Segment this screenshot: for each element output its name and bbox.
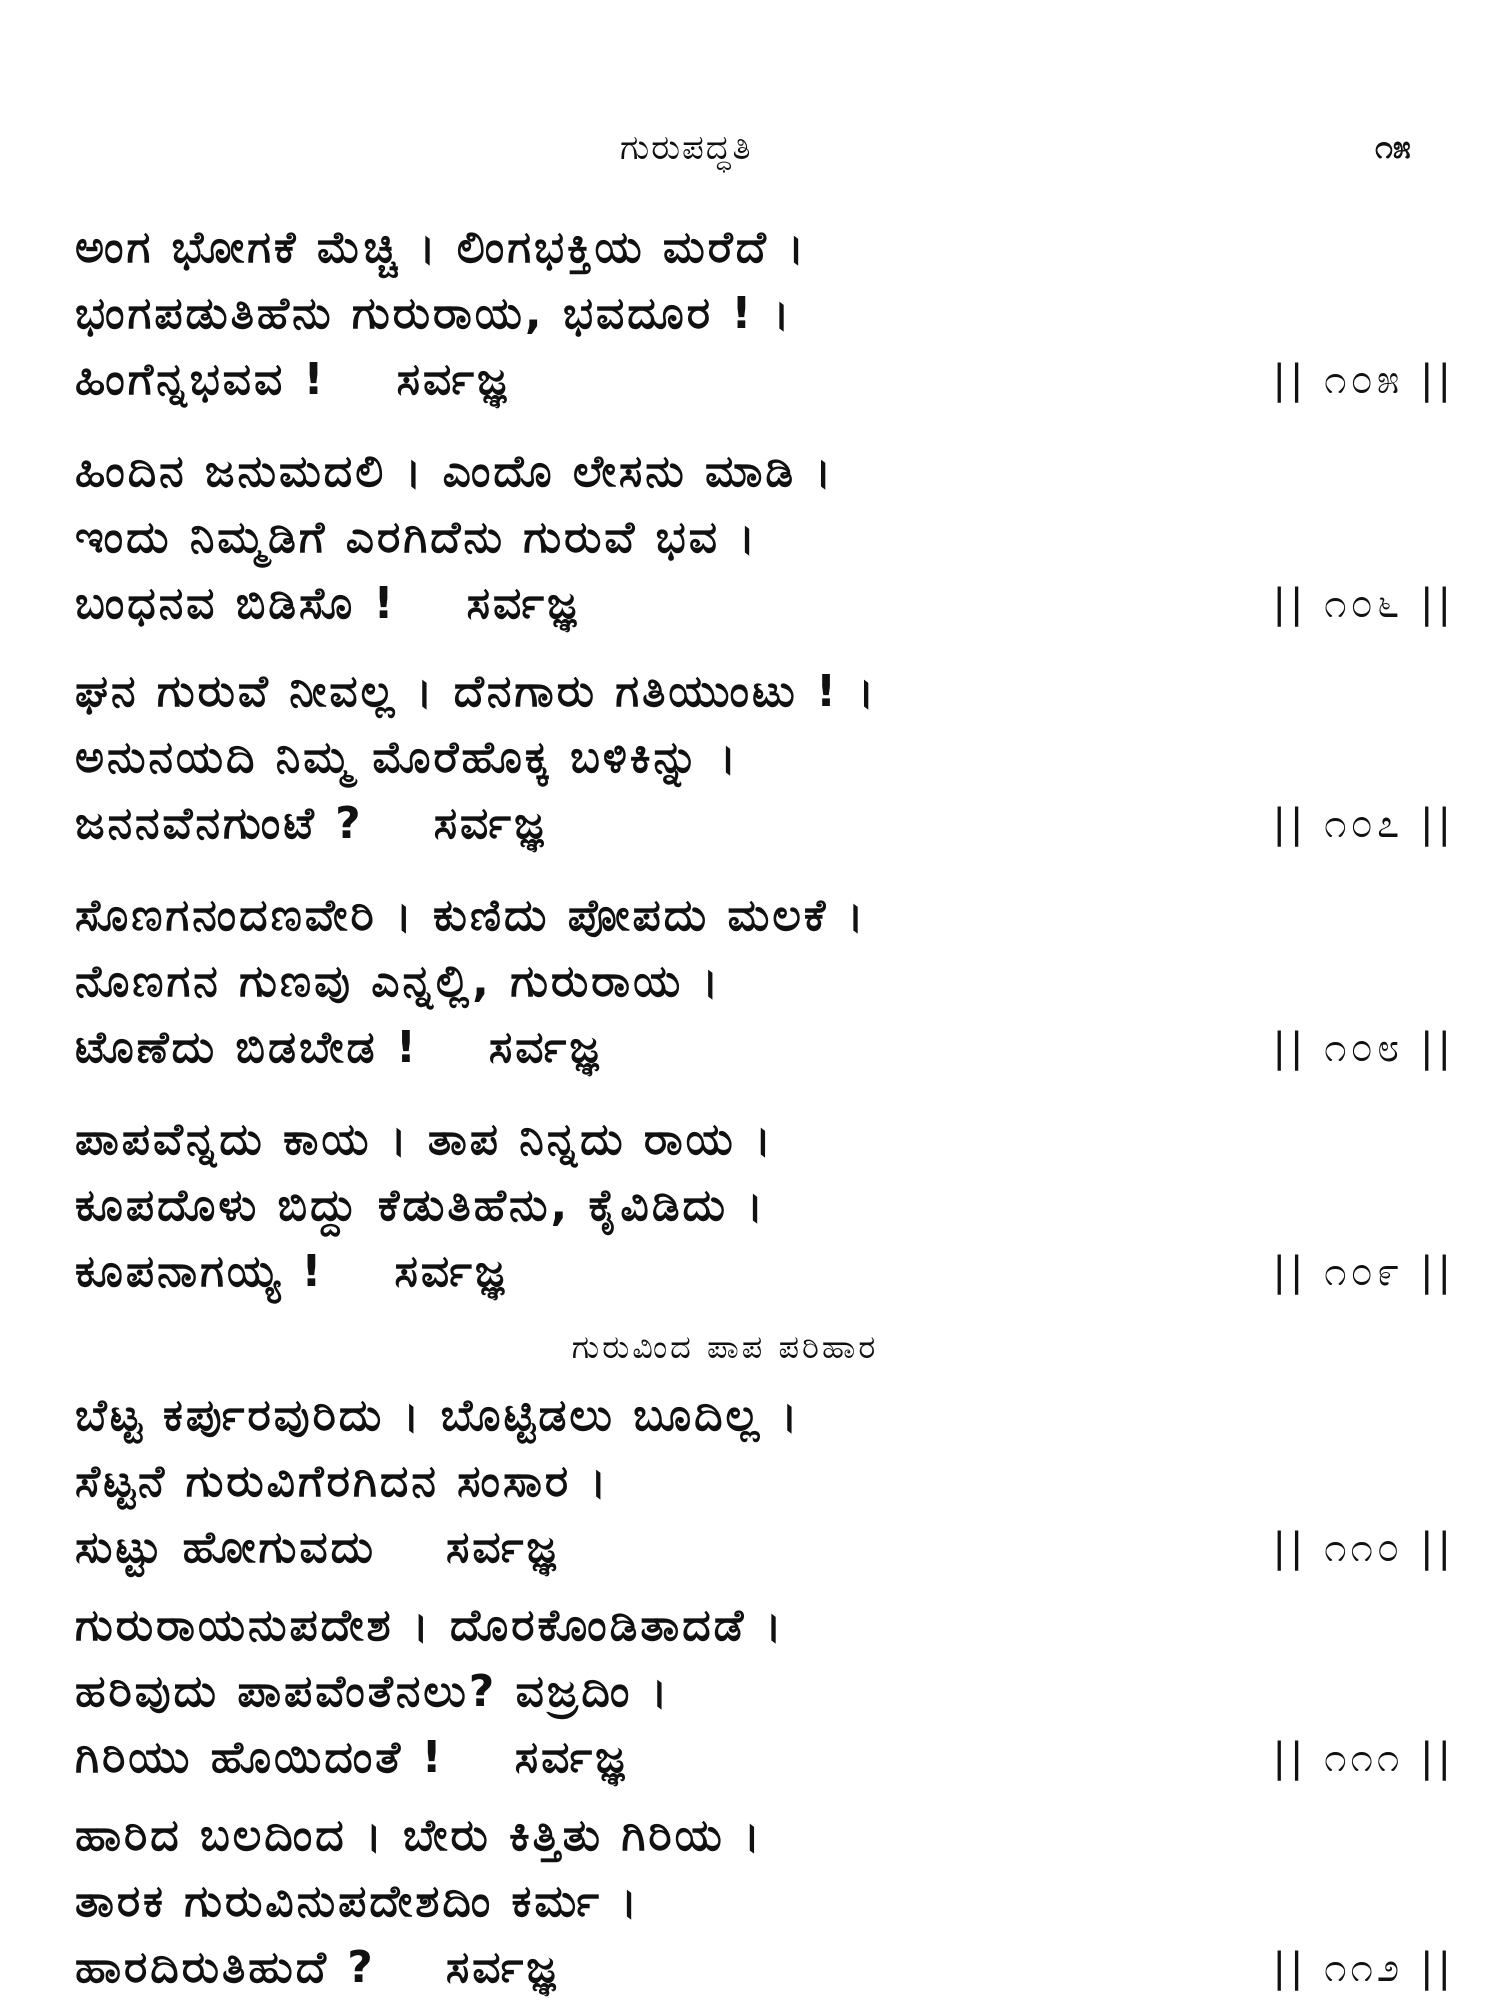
page-number: ೧೫: [1375, 128, 1411, 166]
verse-112: [75, 1803, 1455, 2001]
poet-signature: ಸರ್ವಜ್ಞ: [396, 354, 510, 405]
verse-number: || ೧೦೬ ||: [1272, 581, 1455, 627]
verse-line-last: ಬಂಧನವ ಬಿಡಿಸೊ ! ಸರ್ವಜ್ಞ || ೧೦೬ ||: [75, 571, 1455, 637]
verse-line: ಸೆಟ್ಟನೆ ಗುರುವಿಗೆರಗಿದನ ಸಂಸಾರ ।: [75, 1456, 610, 1507]
verse-line-last: ಜನನವೆನಗುಂಟೆ ? ಸರ್ವಜ್ಞ || ೧೦೭ ||: [75, 791, 1455, 857]
verse-number: || ೧೦೮ ||: [1272, 1025, 1455, 1071]
verse-line-last: ಸುಟ್ಟು ಹೋಗುವದು ಸರ್ವಜ್ಞ || ೧೧೦ ||: [75, 1515, 1455, 1581]
verse-line: ಕೂಪದೊಳು ಬಿದ್ದು ಕೆಡುತಿಹೆನು, ಕೈವಿಡಿದು ।: [75, 1180, 766, 1231]
poet-signature: ಸರ್ವಜ್ಞ: [445, 1942, 559, 1993]
verse-107: [75, 659, 1455, 857]
section-heading: ಗುರುವಿಂದ ಪಾಪ ಪರಿಹಾರ: [571, 1328, 879, 1366]
verse-number: || ೧೦೯ ||: [1272, 1249, 1455, 1295]
verse-line-last: ಹಿಂಗೆನ್ನಭವವ ! ಸರ್ವಜ್ಞ || ೧೦೫ ||: [75, 347, 1455, 413]
verse-line: ನೊಣಗನ ಗುಣವು ಎನ್ನಲ್ಲಿ, ಗುರುರಾಯ ।: [75, 956, 722, 1007]
verse-line-last: ಗಿರಿಯು ಹೊಯಿದಂತೆ ! ಸರ್ವಜ್ಞ || ೧೧೧ ||: [75, 1725, 1455, 1791]
verse-105: [75, 215, 1455, 413]
verse-110: [75, 1383, 1455, 1581]
verse-line: ಗುರುರಾಯನುಪದೇಶ । ದೊರಕೊಂಡಿತಾದಡೆ ।: [75, 1600, 785, 1651]
verse-111: [75, 1593, 1455, 1791]
poet-signature: ಸರ್ವಜ್ಞ: [466, 578, 580, 629]
verse-line: ಘನ ಗುರುವೆ ನೀವಲ್ಲ । ದೆನಗಾರು ಗತಿಯುಂಟು ! ।: [75, 666, 878, 717]
verse-line: ಅನುನಯದಿ ನಿಮ್ಮ ಮೊರೆಹೊಕ್ಕ ಬಳಿಕಿನ್ನು ।: [75, 732, 739, 783]
poet-signature: ಸರ್ವಜ್ಞ: [488, 1022, 602, 1073]
verse-number: || ೧೧೦ ||: [1272, 1525, 1455, 1571]
verse-number: || ೧೧೨ ||: [1272, 1945, 1455, 1991]
verse-line-last: ಹಾರದಿರುತಿಹುದೆ ? ಸರ್ವಜ್ಞ || ೧೧೨ ||: [75, 1935, 1455, 2001]
verse-line: ಹಾರಿದ ಬಲದಿಂದ । ಬೇರು ಕಿತ್ತಿತು ಗಿರಿಯ ।: [75, 1810, 763, 1861]
verse-line: ಬೆಟ್ಟ ಕರ್ಪುರವುರಿದು । ಬೊಟ್ಟಿಡಲು ಬೂದಿಲ್ಲ ।: [75, 1390, 801, 1441]
verse-109: [75, 1107, 1455, 1305]
poet-signature: ಸರ್ವಜ್ಞ: [394, 1246, 508, 1297]
poet-signature: ಸರ್ವಜ್ಞ: [433, 798, 547, 849]
verse-number: || ೧೦೫ ||: [1272, 357, 1455, 403]
verse-106: [75, 439, 1455, 637]
verse-line: ತಾರಕ ಗುರುವಿನುಪದೇಶದಿಂ ಕರ್ಮ ।: [75, 1876, 641, 1927]
verse-line-last: ಕೂಪನಾಗಯ್ಯ ! ಸರ್ವಜ್ಞ || ೧೦೯ ||: [75, 1239, 1455, 1305]
verse-number: || ೧೦೭ ||: [1272, 801, 1455, 847]
verse-line-last: ಟೊಣೆದು ಬಿಡಬೇಡ ! ಸರ್ವಜ್ಞ || ೧೦೮ ||: [75, 1015, 1455, 1081]
verse-line: ಅಂಗ ಭೋಗಕೆ ಮೆಚ್ಚಿ । ಲಿಂಗಭಕ್ತಿಯ ಮರೆದೆ ।: [75, 222, 807, 273]
verse-line: ಭಂಗಪಡುತಿಹೆನು ಗುರುರಾಯ, ಭವದೂರ ! ।: [75, 288, 793, 339]
verse-line: ಇಂದು ನಿಮ್ಮಡಿಗೆ ಎರಗಿದೆನು ಗುರುವೆ ಭವ ।: [75, 512, 758, 563]
verse-number: || ೧೧೧ ||: [1272, 1735, 1455, 1781]
verse-line: ಹರಿವುದು ಪಾಪವೆಂತೆನಲು? ವಜ್ರದಿಂ ।: [75, 1666, 671, 1717]
verse-line: ಹಿಂದಿನ ಜನುಮದಲಿ । ಎಂದೊ ಲೇಸನು ಮಾಡಿ ।: [75, 446, 835, 497]
poet-signature: ಸರ್ವಜ್ಞ: [514, 1732, 628, 1783]
poet-signature: ಸರ್ವಜ್ಞ: [446, 1522, 559, 1573]
verse-line: ಪಾಪವೆನ್ನದು ಕಾಯ । ತಾಪ ನಿನ್ನದು ರಾಯ ।: [75, 1114, 774, 1165]
verse-108: [75, 883, 1455, 1081]
running-title: ಗುರುಪದ್ಧತಿ: [620, 128, 753, 168]
verse-line: ಸೊಣಗನಂದಣವೇರಿ । ಕುಣಿದು ಪೋಪದು ಮಲಕೆ ।: [75, 890, 867, 941]
running-head: [0, 128, 1500, 178]
verse-body: [75, 215, 1455, 2009]
